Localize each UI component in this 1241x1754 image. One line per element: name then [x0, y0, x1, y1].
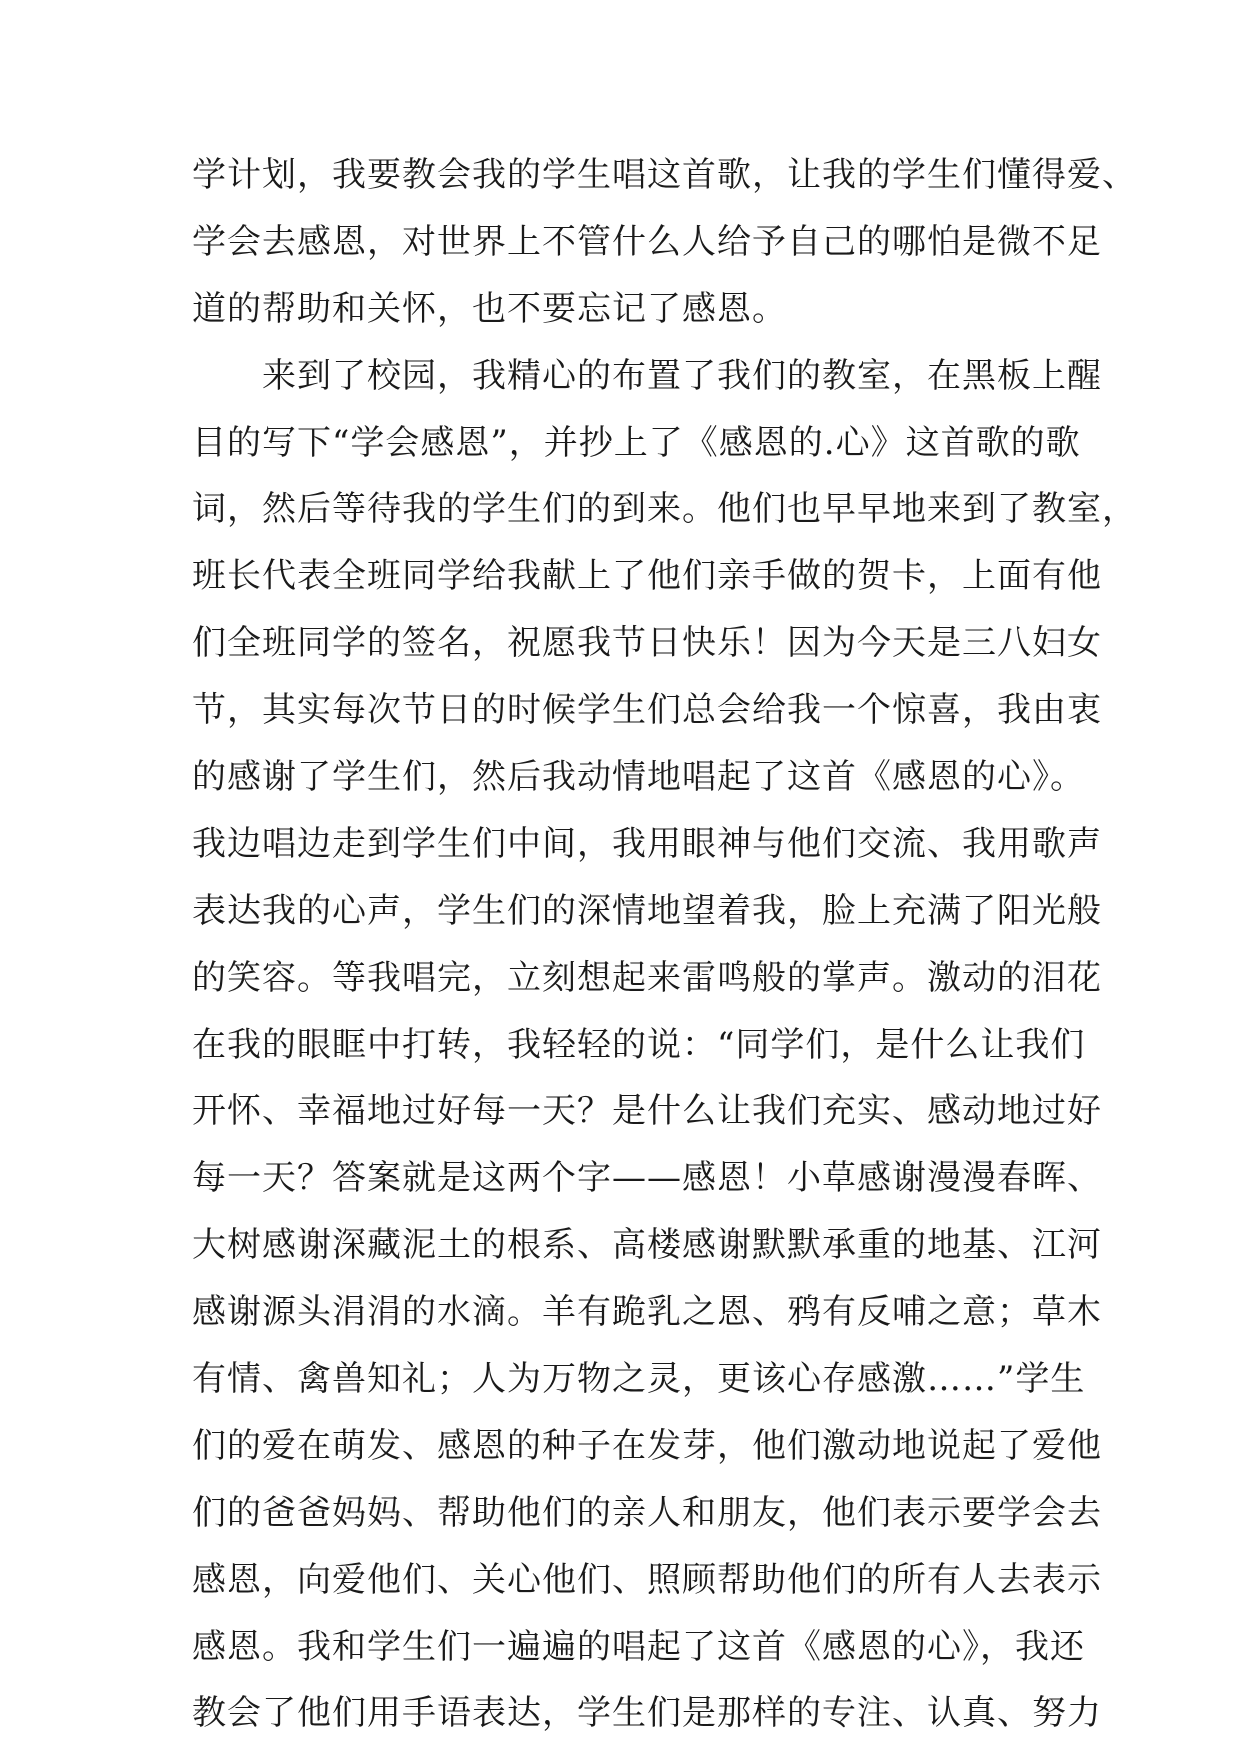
text-line: 们全班同学的签名，祝愿我节日快乐！因为今天是三八妇女 [192, 623, 1102, 664]
text-line: 开怀、幸福地过好每一天？是什么让我们充实、感动地过好 [192, 1091, 1102, 1132]
text-line: 的笑容。等我唱完，立刻想起来雷鸣般的掌声。激动的泪花 [192, 957, 1102, 998]
text-line: 的感谢了学生们，然后我动情地唱起了这首《感恩的心》。 [192, 757, 1085, 798]
text-line: 词，然后等待我的学生们的到来。他们也早早地来到了教室， [192, 489, 1137, 530]
text-line: 们的爸爸妈妈、帮助他们的亲人和朋友，他们表示要学会去 [192, 1492, 1102, 1533]
text-line: 教会了他们用手语表达，学生们是那样的专注、认真、努力 [192, 1693, 1102, 1734]
text-line: 学计划，我要教会我的学生唱这首歌，让我的学生们懂得爱、 [192, 155, 1137, 195]
text-line: 们的爱在萌发、感恩的种子在发芽，他们激动地说起了爱他 [192, 1425, 1102, 1466]
text-line: 节，其实每次节日的时候学生们总会给我一个惊喜，我由衷 [192, 690, 1102, 731]
text-line: 每一天？答案就是这两个字——感恩！小草感谢漫漫春晖、 [192, 1158, 1102, 1199]
text-line: 来到了校园，我精心的布置了我们的教室，在黑板上醒 [192, 355, 1102, 396]
text-line: 在我的眼眶中打转，我轻轻的说：“同学们，是什么让我们 [192, 1024, 1086, 1065]
text-line: 感谢源头涓涓的水滴。羊有跪乳之恩、鸦有反哺之意；草木 [192, 1292, 1102, 1333]
text-line: 道的帮助和关怀，也不要忘记了感恩。 [192, 288, 787, 329]
text-line: 目的写下“学会感恩”，并抄上了《感恩的.心》这首歌的歌 [192, 422, 1081, 463]
text-line: 感恩。我和学生们一遍遍的唱起了这首《感恩的心》，我还 [192, 1626, 1085, 1667]
text-line: 大树感谢深藏泥土的根系、高楼感谢默默承重的地基、江河 [192, 1225, 1102, 1266]
text-line: 感恩，向爱他们、关心他们、照顾帮助他们的所有人去表示 [192, 1559, 1102, 1600]
text-line: 我边唱边走到学生们中间，我用眼神与他们交流、我用歌声 [192, 823, 1102, 864]
text-line: 班长代表全班同学给我献上了他们亲手做的贺卡，上面有他 [192, 556, 1102, 597]
text-line: 有情、禽兽知礼；人为万物之灵，更该心存感激……”学生 [192, 1359, 1086, 1400]
body-text [192, 142, 1137, 1747]
text-line: 学会去感恩，对世界上不管什么人给予自己的哪怕是微不足 [192, 221, 1102, 262]
text-line: 表达我的心声，学生们的深情地望着我，脸上充满了阳光般 [192, 890, 1102, 931]
